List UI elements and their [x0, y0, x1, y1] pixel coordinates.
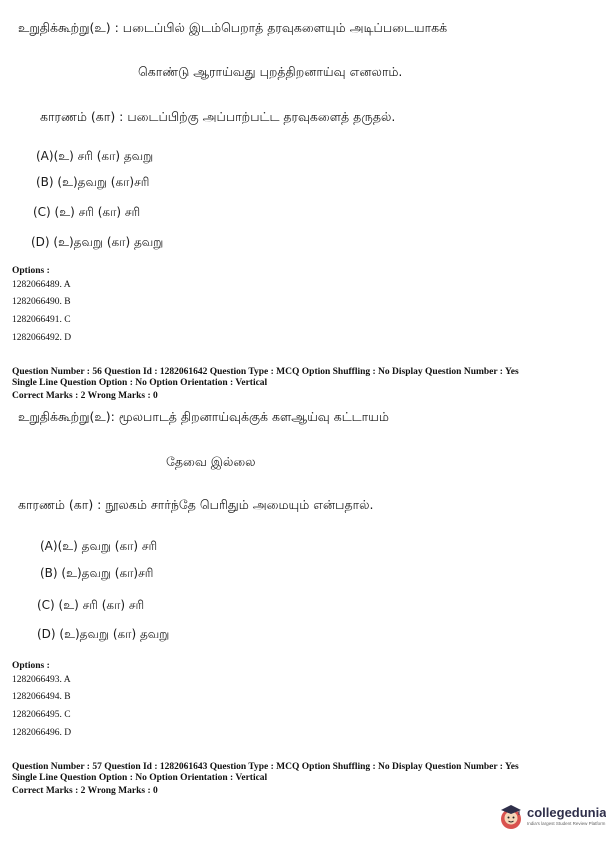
q1-options-label: Options : — [12, 266, 50, 276]
q2-choice-c: (C) (உ) சரி (கா) சரி — [37, 598, 145, 612]
q2-option-3: 1282066495. C — [12, 710, 71, 720]
q2-assertion-cont: தேவை இல்லை — [166, 454, 256, 469]
q2-choice-d: (D) (உ)தவறு (கா) தவறு — [37, 627, 170, 641]
q2-reason: காரணம் (கா) : நூலகம் சார்ந்தே பெரிதும் அமையும் என்பதால். — [18, 497, 374, 512]
q1-choice-b: (B) (உ)தவறு (கா)சரி — [36, 175, 150, 189]
q1-option-2: 1282066490. B — [12, 297, 71, 307]
q2-choice-b: (B) (உ)தவறு (கா)சரி — [40, 566, 154, 580]
q3-meta-line1: Question Number : 57 Question Id : 1282061643 Question Type : MCQ Option Shuffling : No Display Question Number : Yes — [12, 762, 519, 772]
q1-choice-d: (D) (உ)தவறு (கா) தவறு — [31, 235, 164, 249]
q2-option-2: 1282066494. B — [12, 692, 71, 702]
q2-choice-a: (A)(உ) தவறு (கா) சரி — [40, 539, 158, 553]
q2-option-4: 1282066496. D — [12, 728, 72, 738]
q2-options-label: Options : — [12, 661, 50, 671]
q1-assertion: உறுதிக்கூற்று(உ) : படைப்பில் இடம்பெறாத் தரவுகளையும் அடிப்படையாகக் — [18, 20, 448, 35]
graduate-mascot-icon — [497, 803, 525, 831]
q1-option-4: 1282066492. D — [12, 333, 72, 343]
q2-meta-line1: Question Number : 56 Question Id : 1282061642 Question Type : MCQ Option Shuffling : No Display Question Number : Yes — [12, 367, 519, 377]
q1-choice-c: (C) (உ) சரி (கா) சரி — [33, 205, 141, 219]
q1-reason: காரணம் (கா) : படைப்பிற்கு அப்பாற்பட்ட தரவுகளைத் தருதல். — [40, 109, 396, 124]
q2-meta-line2: Single Line Question Option : No Option Orientation : Vertical — [12, 378, 268, 388]
q3-meta-line2: Single Line Question Option : No Option Orientation : Vertical — [12, 773, 268, 783]
q1-assertion-cont: கொண்டு ஆராய்வது புறத்திறனாய்வு எனலாம். — [138, 64, 403, 79]
q1-choice-a: (A)(உ) சரி (கா) தவறு — [36, 149, 154, 163]
collegedunia-logo — [497, 802, 606, 832]
q1-option-3: 1282066491. C — [12, 315, 71, 325]
q1-option-1: 1282066489. A — [12, 280, 71, 290]
q2-assertion: உறுதிக்கூற்று(உ): மூலபாடத் திறனாய்வுக்குக் களஆய்வு கட்டாயம் — [18, 409, 389, 424]
q2-option-1: 1282066493. A — [12, 675, 71, 685]
logo-tagline: India's largest Student Review Platform — [527, 821, 606, 826]
logo-name: collegedunia — [527, 805, 606, 820]
q3-marks: Correct Marks : 2 Wrong Marks : 0 — [12, 786, 158, 796]
q2-marks: Correct Marks : 2 Wrong Marks : 0 — [12, 391, 158, 401]
